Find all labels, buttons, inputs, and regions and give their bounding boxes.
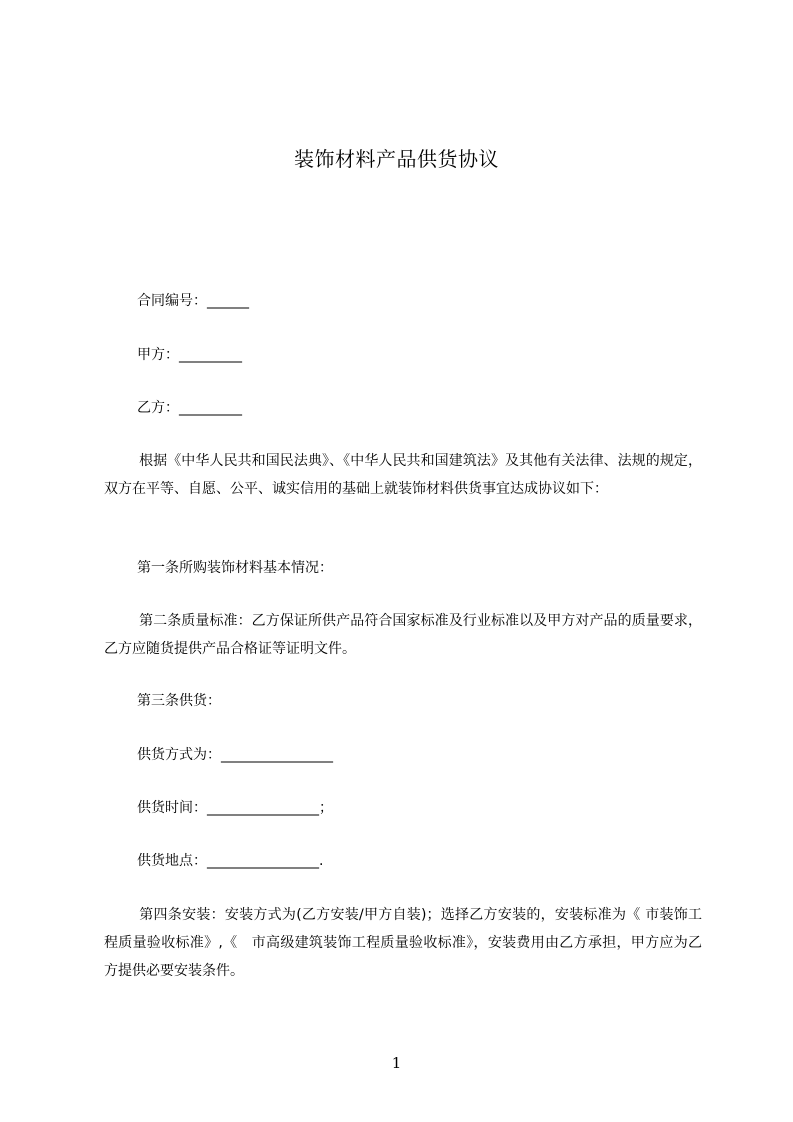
supply-method-line: 供货方式为：________________ [137,747,333,763]
preamble-paragraph [104,447,702,503]
article-3-heading: 第三条供货： [137,693,221,709]
article-1-heading: 第一条所购装饰材料基本情况： [137,560,333,576]
page-number: 1 [391,1054,402,1072]
contract-number-line: 合同编号：______ [137,293,249,309]
document-title: 装饰材料产品供货协议 [294,147,499,171]
party-b-line: 乙方：_________ [137,400,242,416]
preamble-text: 根据《中华人民共和国民法典》、《中华人民共和国建筑法》及其他有关法律、法规的规定，双方在平等、自愿、公平、诚实信用的基础上就装饰材料供货事宜达成协议如下： [104,453,702,497]
article-2-paragraph [104,607,702,663]
article-4-text: 第四条安装：安装方式为(乙方安装/甲方自装)；选择乙方安装的，安装标准为《 市装饰工程质量验收标准》,《 市高级建筑装饰工程质量验收标准》，安装费用由乙方承担，甲方应为乙方提供必要安装条件。 [104,907,702,979]
party-a-line: 甲方：_________ [137,347,242,363]
supply-place-line: 供货地点：________________. [137,853,324,869]
article-2-text: 第二条质量标准：乙方保证所供产品符合国家标准及行业标准以及甲方对产品的质量要求，乙方应随货提供产品合格证等证明文件。 [104,613,702,657]
article-4-paragraph [104,901,702,985]
supply-time-line: 供货时间：________________； [137,800,333,816]
